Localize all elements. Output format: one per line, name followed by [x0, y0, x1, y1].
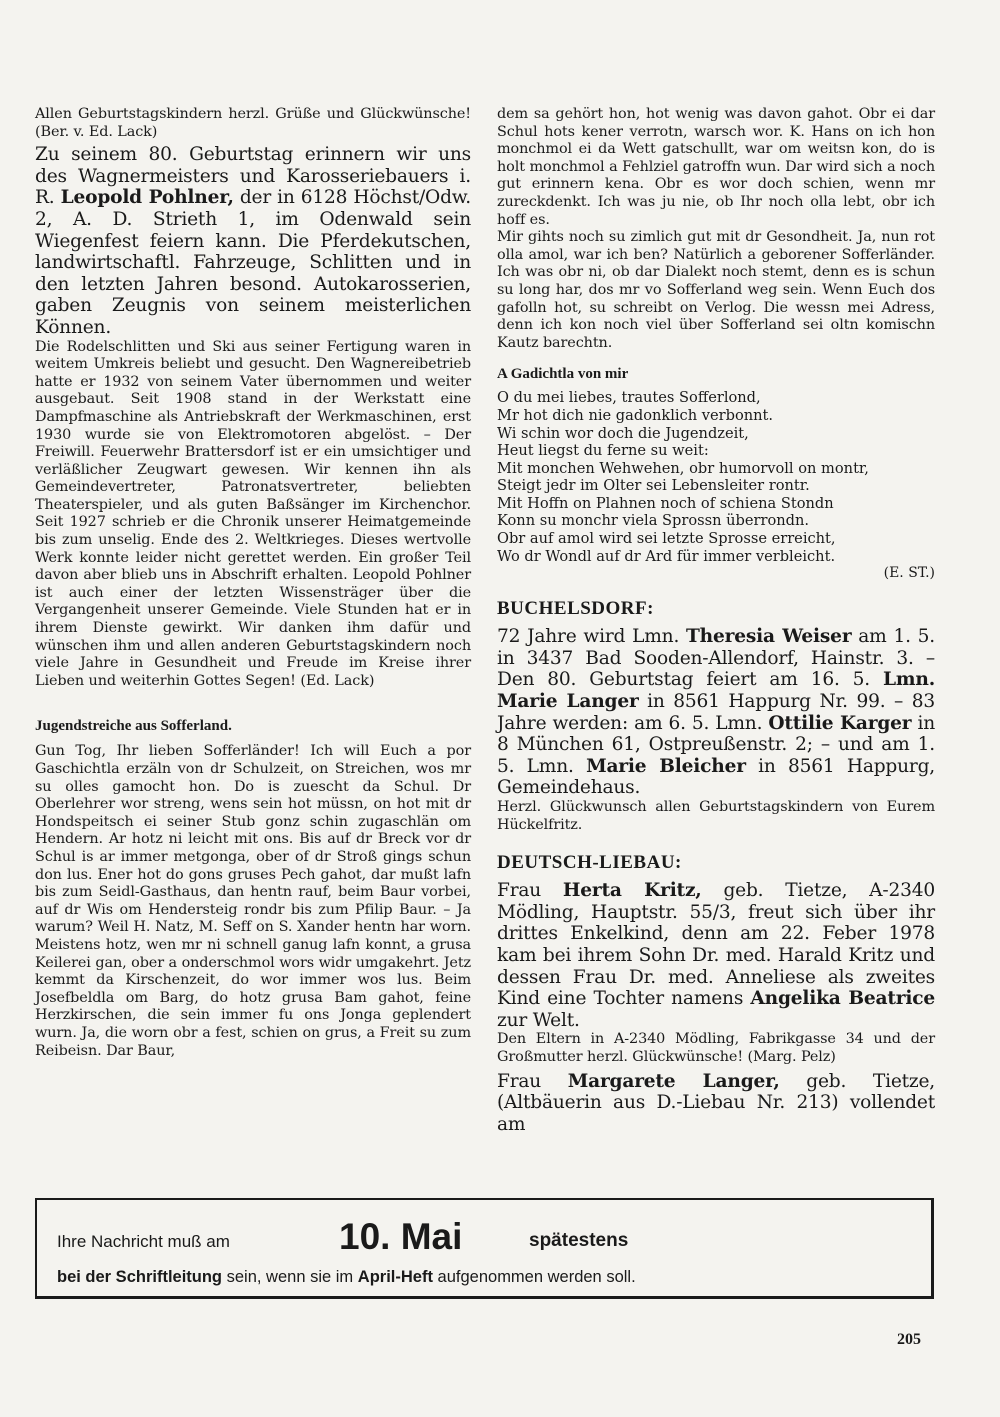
poem-signature: (E. ST.)	[883, 565, 935, 582]
left-column	[35, 106, 471, 1060]
person-name: Lmn. Marie Langer	[497, 669, 935, 713]
pohlner-body: Die Rodelschlitten und Ski aus seiner Fertigung waren in weitem Umkreis beliebt und gesucht. Den Wagnereibetrieb hatte er 1932 von seinem Vater übernommen und weiter ausgebaut. Seit 1908 stand in der Werkstatt eine Dampfmaschine als Antriebskraft der Werkmaschinen, erst 1930 wurde sie von Elektromotoren abgelöst. – Der Freiwill. Feuerwehr Brattersdorf ist er ein umsichtiger und verläßlicher Zeugwart gewesen. Wir kennen ihn als Gemeindevertreter, Patronatsvertreter, beliebten Theaterspieler, und als guten Baßsänger im Kirchenchor. Seit 1927 schrieb er die Chronik unserer Heimatgemeinde bis zum unselig. Ende des 2. Weltkrieges. Dieses wertvolle Werk konnte leider nicht gerettet werden. Ein großer Teil davon aber blieb uns in Abschrift erhalten. Leopold Pohlner ist auch einer der letzten Wissensträger über die Vergangenheit unserer Gemeinde. Viele Stunden hat er in ihrem Dienste gewirkt. Wir danken ihm dafür und wünschen ihm und allen anderen Geburtstagskindern noch viele Jahre in Gesundheit und Freude im Kreise ihrer Lieben und weiterhin Gottes Segen! (Ed. Lack)	[35, 338, 471, 689]
notice-line2: bei der Schriftleitung sein, wenn sie im April-Heft aufgenommen werden soll.	[57, 1268, 636, 1286]
poem-line: Konn su monchr viela Sprossn überrondn.	[497, 512, 810, 530]
poem-line: Mr hot dich nie gadonklich verbonnt.	[497, 406, 774, 424]
person-name: Theresia Weiser	[686, 626, 852, 648]
poem-line: Wi schin wor doch die Jugendzeit,	[497, 424, 749, 442]
person-name: Angelika Beatrice	[750, 988, 936, 1010]
notice-latest: spätestens	[529, 1230, 629, 1251]
person-name: Ottilie Karger	[768, 712, 912, 734]
right-column	[497, 106, 935, 1135]
story-heading: Jugendstreiche aus Sofferland.	[35, 718, 232, 735]
story-ending: Mir gihts noch su zimlich gut mit dr Gesondheit. Ja, nun rot olla amol, war ich ben? Natürlich a geborener Sofferländer. Ich was obr ni, ob dar Dialekt noch stemt, denn es is schun su long har, dos mr vo Sofferland weg sein. Wenn Euch dos gafolln hot, su schreibt on Verlog. Die wessn mei Adress, denn ich kon noch viel über Sofferland sei oltn komischn Kautz barechtn.	[497, 229, 935, 351]
story-text: Gun Tog, Ihr lieben Sofferländer! Ich will Euch a por Gaschichtla erzäln von dr Schulzeit, on Streichen, wos mr su olles gamocht hon. Do is zuescht da Schul. Dr Oberlehrer wor streng, wens sein hot müssn, on hot mit dr Hondspeitsch ei seiner Stub gonz schin zugaschlän om Hendern. Ar hotz ni leicht mit ons. Bis auf dr Breck vor dr Schul is ar immer metgonga, ober of dr Stroß gings schun don lus. Ener hot do gons gruses Pech gahot, dar mußt lafn bis zum Seidl-Gasthaus, dan hentn rauf, beim Baur vorbei, auf dr Wis om Hendersteig rondr bis zum Pfilip Baur. – Ja warum? Weil H. Natz, M. Seff on S. Xander hentn har worn. Meistens hotz, wen mr ni schnell ganug lafn konnt, a grusa Keilerei gan, ober a onderschmol wors widr umgakehrt. Jetz kemmt da Kirschenzeit, do wor immer wos lus. Beim Josefbeldla om Barg, do hotz grusa Bam gahot, feine Herzkirschen, die sein immer fu ons Jonga geplendert wurn. Ja, die worn obr a fest, schien on grus, a Freit su zum Reibeisn. Dar Baur,	[35, 743, 471, 1059]
poem-line: Wo dr Wondl auf dr Ard für immer verbleicht.	[497, 547, 836, 565]
buchelsdorf-text: 72 Jahre wird Lmn. Theresia Weiser am 1. 5. in 3437 Bad Sooden-Allendorf, Hainstr. 3. – Den 80. Geburtstag feiert am 16. 5. Lmn. Marie Langer in 8561 Happurg Nr. 99. – 83 Jahre werden: am 6. 5. Lmn. Ottilie Karger in 8 München 61, Ostpreußenstr. 2; – und am 1. 5. Lmn. Marie Bleicher in 8561 Happurg, Gemeindehaus.	[497, 626, 936, 799]
deadline-notice-box	[35, 1198, 934, 1299]
poem-title: A Gadichtla von mir	[497, 366, 629, 383]
birthday-intro: Allen Geburtstagskindern herzl. Grüße und Glückwünsche! (Ber. v. Ed. Lack)	[35, 106, 471, 140]
buchelsdorf-greeting: Herzl. Glückwunsch allen Geburtstagskindern von Eurem Hückelfritz.	[497, 799, 935, 833]
person-name: Marie Bleicher	[586, 755, 746, 777]
pohlner-lead: Zu seinem 80. Geburtstag erinnern wir uns des Wagnermeisters und Karosseriebauers i. R. Leopold Pohlner, der in 6128 Höchst/Odw. 2, A. D. Strieth 1, im Odenwald sein Wiegenfest feiern kann. Die Pferdekutschen, landwirtschaftl. Fahrzeuge, Schlitten und in den letzten Jahren besond. Autokarosserien, gaben Zeugnis von seinem meisterlichen Können.	[35, 144, 471, 338]
poem-line: Steigt jedr im Olter sei Lebensleiter rontr.	[497, 477, 810, 495]
person-name: Herta Kritz,	[562, 880, 702, 902]
pohlner-name: Leopold Pohlner,	[60, 187, 234, 209]
liebau-heading: DEUTSCH-LIEBAU:	[497, 852, 682, 874]
poem-line: Mit monchen Wehwehen, obr humorvoll on montr,	[497, 459, 869, 477]
buchelsdorf-heading: BUCHELSDORF:	[497, 598, 654, 620]
liebau-parents: Den Eltern in A-2340 Mödling, Fabrikgasse 34 und der Großmutter herzl. Glückwünsche! (Marg. Pelz)	[497, 1031, 935, 1065]
poem	[497, 389, 935, 565]
poem-line: Obr auf amol wird sei letzte Sprosse erreicht,	[497, 530, 836, 548]
page-number: 205	[897, 1331, 921, 1348]
notice-text: Ihre Nachricht muß am	[57, 1232, 230, 1251]
person-name: Margarete Langer,	[567, 1070, 780, 1092]
langer-text: Frau Margarete Langer, geb. Tietze, (Altbäuerin aus D.-Liebau Nr. 213) vollendet am	[497, 1070, 935, 1135]
liebau-text: Frau Herta Kritz, geb. Tietze, A-2340 Mödling, Hauptstr. 55/3, freut sich über ihr drittes Enkelkind, denn am 22. Feber 1978 kam bei ihrem Sohn Dr. med. Harald Kritz und dessen Frau Dr. med. Anneliese als zweites Kind eine Tochter namens Angelika Beatrice zur Welt.	[497, 880, 936, 1031]
poem-line: Mit Hoffn on Plahnen noch of schiena Stondn	[497, 494, 834, 512]
poem-line: Heut liegst du ferne su weit:	[497, 442, 709, 460]
notice-date: 10. Mai	[339, 1216, 463, 1257]
poem-line: O du mei liebes, trautes Sofferlond,	[497, 389, 761, 407]
story-continuation: dem sa gehört hon, hot wenig was davon gahot. Obr ei dar Schul hots kener verrotn, warsch wor. K. Hans on ich hon monchmol ei da Wett gatschullt, war om weitsn kon, do is holt monchmol a Fehlziel gatroffn wun. Dar wird sich a noch gut erinnern kena. Obr es wor doch schien, wenn mr zureckdenkt. Ich was ju nie, ob Ihr noch olla lebt, obr ich hoff es.	[497, 106, 935, 228]
